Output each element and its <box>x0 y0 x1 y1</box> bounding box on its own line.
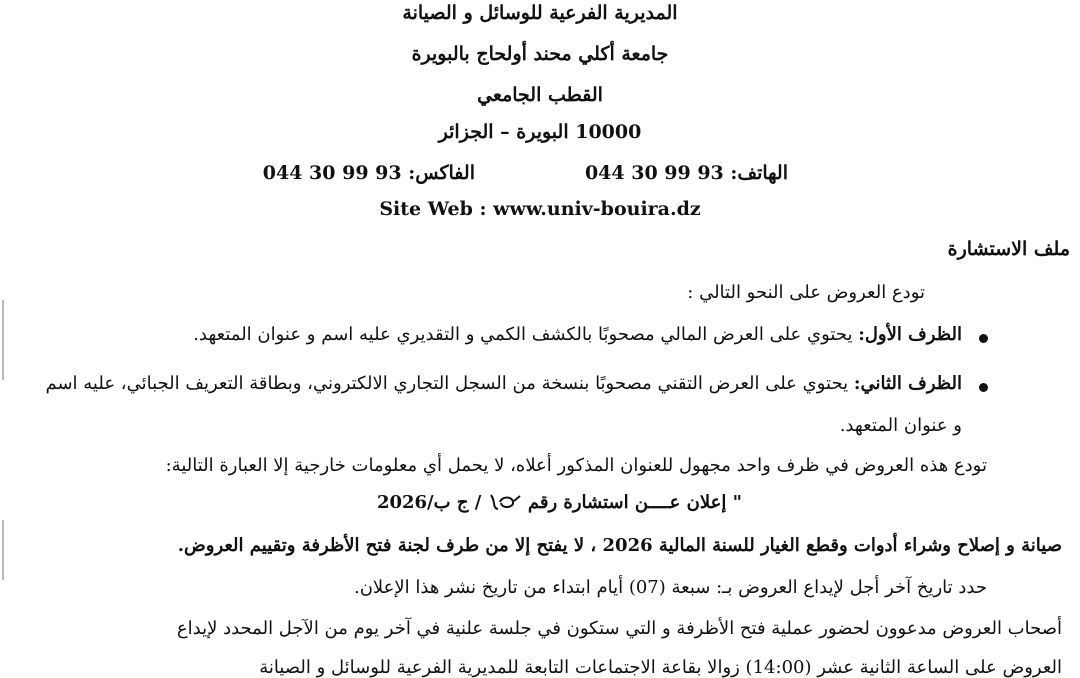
fax-number: 044 30 99 93 <box>262 162 402 184</box>
invitation-text: أصحاب العروض مدعوون لحضور عملية فتح الأظرفة و التي ستكون في جلسة علنية في آخر يوم من الآجل المحدد لإيداع <box>176 618 1062 639</box>
handwritten-number-icon <box>488 492 522 512</box>
notice-suffix: / ج ب/2026 <box>376 492 482 513</box>
fax-line <box>263 162 475 184</box>
notice-reference <box>377 492 742 513</box>
university-name: جامعة أكلي محند أولحاج بالبويرة <box>411 43 669 65</box>
partial-last-line: العروض على الساعة الثانية عشر (14:00) زوالا بقاعة الاجتماعات التابعة للمديرية الفرعية للوسائل و الصيانة <box>259 657 1062 678</box>
phone-label: الهاتف: <box>730 162 788 184</box>
deadline-text: حدد تاريخ آخر أجل لإيداع العروض بـ: سبعة (07) أيام ابتداء من تاريخ نشر هذا الإعلان. <box>353 577 987 598</box>
campus-name: القطب الجامعي <box>477 84 603 106</box>
envelope-two-continuation: و عنوان المتعهد. <box>839 415 962 436</box>
phone-number: 044 30 99 93 <box>584 162 724 184</box>
envelope-two <box>46 373 963 394</box>
consultation-subject: صيانة و إصلاح وشراء أدوات وقطع الغيار للسنة المالية 2026 ، لا يفتح إلا من طرف لجنة فتح الأظرفة وتقييم العروض. <box>177 535 1062 556</box>
fax-label: الفاكس: <box>408 162 475 184</box>
phone-line <box>585 162 788 184</box>
scan-edge-mark <box>2 300 4 380</box>
scan-edge-mark <box>2 520 4 580</box>
bullet-icon <box>979 383 988 392</box>
city-address: 10000 البويرة – الجزائر <box>438 121 642 143</box>
envelope-one <box>193 324 962 345</box>
section-intro: تودع العروض على النحو التالي : <box>687 282 925 303</box>
website: Site Web : www.univ-bouira.dz <box>379 198 701 220</box>
envelope-one-label: الظرف الأول: <box>858 324 962 345</box>
envelope-two-text: يحتوي على العرض التقني مصحوبًا بنسخة من السجل التجاري الالكتروني، وبطاقة التعريف الجبائي، عليه اسم <box>45 373 849 394</box>
directorate-name: المديرية الفرعية للوسائل و الصيانة <box>402 2 678 24</box>
envelope-two-label: الظرف الثاني: <box>853 373 962 394</box>
section-title: ملف الاستشارة <box>947 238 1070 260</box>
notice-prefix: " إعلان عــــن استشارة رقم <box>527 492 742 513</box>
bullet-icon <box>979 334 988 343</box>
deposit-instructions: تودع هذه العروض في ظرف واحد مجهول للعنوان المذكور أعلاه، لا يحمل أي معلومات خارجية إلا العبارة التالية: <box>165 455 987 476</box>
envelope-one-text: يحتوي على العرض المالي مصحوبًا بالكشف الكمي و التقديري عليه اسم و عنوان المتعهد. <box>193 324 853 345</box>
